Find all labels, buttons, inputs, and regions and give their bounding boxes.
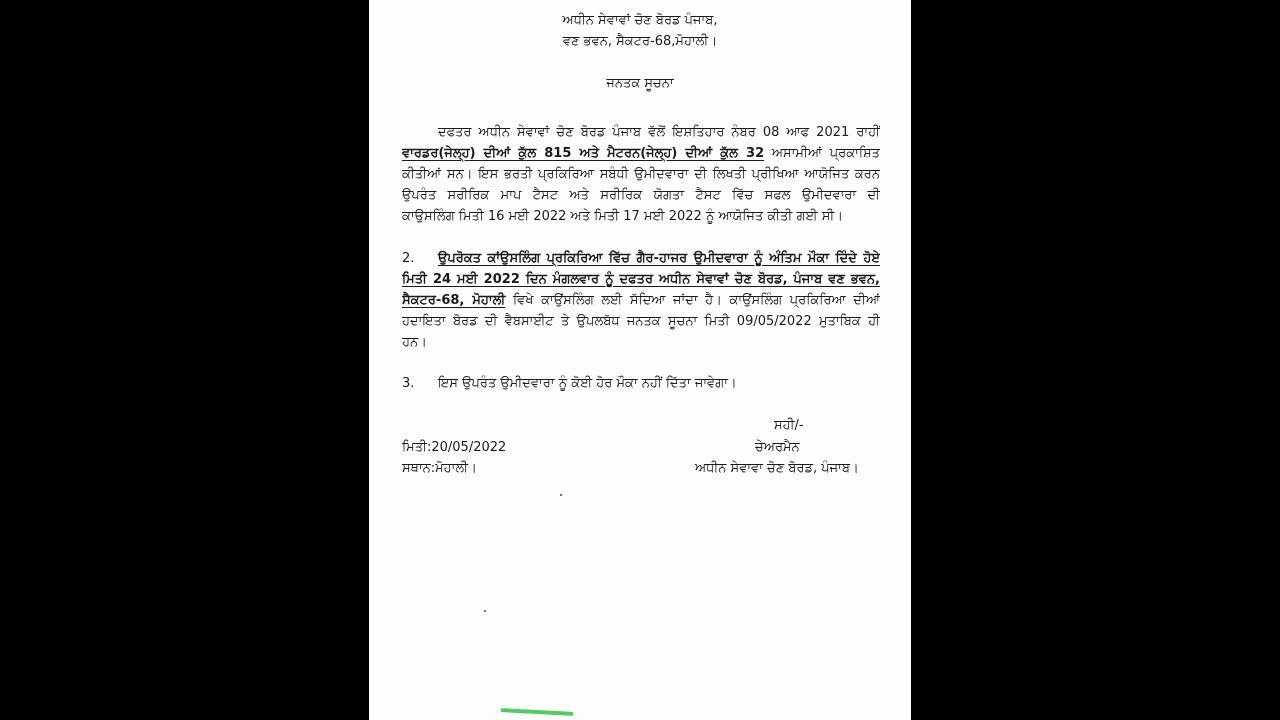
para1-line-2-rest: ਅਸਾਮੀਆਂ ਪ੍ਰਕਾਸ਼ਿਤ	[771, 146, 880, 161]
board-address: ਵਣ ਭਵਨ, ਸੈਕਟਰ-68,ਮੋਹਾਲੀ।	[562, 34, 718, 49]
signatory-designation: ਚੇਅਰਮੈਨ	[755, 440, 800, 455]
para1-line-2-underlined: ਵਾਰਡਰ(ਜੇਲ੍ਹ) ਦੀਆਂ ਕੁੱਲ 815 ਅਤੇ ਮੈਟਰਨ(ਜੇਲ੍ਹ) ਦੀਆਂ ਕੁੱਲ 32	[402, 146, 765, 161]
para1-line-3: ਕੀਤੀਆਂ ਸਨ। ਇਸ ਭਰਤੀ ਪ੍ਰਕਿਰਿਆ ਸਬੰਧੀ ਉਮੀਦਵਾਰਾ ਦੀ ਲਿਖਤੀ ਪ੍ਰੀਖਿਆ ਆਯੋਜਿਤ ਕਰਨ	[402, 167, 880, 182]
para2-line-1: ਉਪਰੋਕਤ ਕਾਂਉਸਲਿੰਗ ਪ੍ਰਕਿਰਿਆ ਵਿੱਚ ਗੈਰ-ਹਾਜਰ ਉਮੀਦਵਾਰਾ ਨੂੰ ਅੰਤਿਮ ਮੌਕਾ ਦਿੰਦੇ ਹੋਏ	[438, 251, 880, 266]
para2-line-3-rest: ਵਿਖੇ ਕਾਉਂਸਲਿੰਗ ਲਈ ਸੱਦਿਆ ਜਾਂਦਾ ਹੈ। ਕਾਉਂਸਲਿੰਗ ਪ੍ਰਕਿਰਿਆ ਦੀਆਂ	[512, 293, 880, 308]
highlighter-stroke	[501, 708, 573, 716]
paragraph-1	[402, 122, 880, 227]
paragraph-3	[402, 373, 880, 394]
para1-line-1: ਦਫਤਰ ਅਧੀਨ ਸੇਵਾਵਾਂ ਚੋਣ ਬੋਰਡ ਪੰਜਾਬ ਵੱਲੋਂ ਇਸ਼ਤਿਹਾਰ ਨੰਬਰ 08 ਆਫ 2021 ਰਾਹੀਂ	[438, 125, 880, 140]
para2-line-5: ਹਨ।	[402, 335, 427, 350]
issue-date: ਮਿਤੀ:20/05/2022	[402, 440, 507, 455]
para2-line-4: ਹਦਾਇਤਾ ਬੋਰਡ ਦੀ ਵੈਬਸਾਈਟ ਤੇ ਉਪਲਬੱਧ ਜਨਤਕ ਸੂਚਨਾ ਮਿਤੀ 09/05/2022 ਮੁਤਾਬਿਕ ਹੀ	[402, 314, 880, 329]
signature-mark: ਸਹੀ/-	[774, 418, 804, 433]
para1-line-5: ਕਾਉਸਲਿੰਗ ਮਿਤੀ 16 ਮਈ 2022 ਅਤੇ ਮਿਤੀ 17 ਮਈ 2022 ਨੂੰ ਆਯੋਜਿਤ ਕੀਤੀ ਗਈ ਸੀ।	[402, 209, 844, 224]
scan-speck	[560, 494, 562, 496]
scan-speck	[484, 610, 486, 612]
para3-number: 3.	[402, 376, 415, 391]
notice-page	[369, 0, 911, 720]
para3-text: ਇਸ ਉਪਰੰਤ ਉਮੀਦਵਾਰਾ ਨੂੰ ਕੋਈ ਹੋਰ ਮੌਕਾ ਨਹੀਂ ਦਿੱਤਾ ਜਾਵੇਗਾ।	[438, 376, 737, 391]
para2-line-2: ਮਿਤੀ 24 ਮਈ 2022 ਦਿਨ ਮੰਗਲਵਾਰ ਨੂੰ ਦਫਤਰ ਅਧੀਨ ਸੇਵਾਵਾਂ ਚੋਣ ਬੋਰਡ, ਪੰਜਾਬ ਵਣ ਭਵਨ,	[402, 272, 880, 287]
paragraph-2	[402, 248, 880, 353]
signatory-organization: ਅਧੀਨ ਸੇਵਾਵਾ ਚੋਣ ਬੋਰਡ, ਪੰਜਾਬ।	[695, 461, 859, 476]
para1-line-4: ਉਪਰੰਤ ਸਰੀਰਿਕ ਮਾਪ ਟੈਸਟ ਅਤੇ ਸਰੀਰਿਕ ਯੋਗਤਾ ਟੈਸਟ ਵਿੱਚ ਸਫਲ ਉਮੀਦਵਾਰਾ ਦੀ	[402, 188, 880, 203]
para2-number: 2.	[402, 251, 415, 266]
notice-title: ਜਨਤਕ ਸੂਚਨਾ	[606, 76, 674, 91]
board-name: ਅਧੀਨ ਸੇਵਾਵਾਂ ਚੋਣ ਬੋਰਡ ਪੰਜਾਬ,	[562, 13, 718, 28]
para2-line-3-underlined: ਸੈਕਟਰ-68, ਮੋਹਾਲੀ	[402, 293, 506, 308]
issue-place: ਸਥਾਨ:ਮੋਹਾਲੀ।	[402, 461, 477, 476]
